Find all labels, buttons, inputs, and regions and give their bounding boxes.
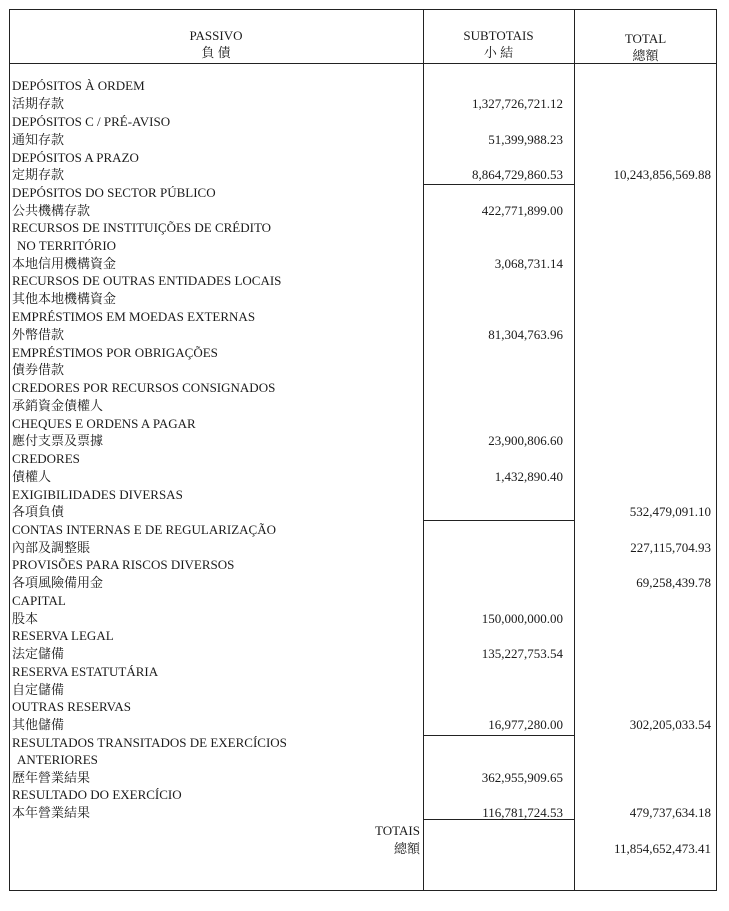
row-label-pt: CREDORES POR RECURSOS CONSIGNADOS [12,380,276,395]
row-label-pt: EXIGIBILIDADES DIVERSAS [12,487,183,502]
row-label-zh: 其他儲備 [12,717,65,732]
row-subtotal: 51,399,988.23 [488,132,563,147]
column-divider [574,9,575,891]
header-total [574,30,717,64]
row-total: 227,115,704.93 [630,540,711,555]
row-subtotal: 16,977,280.00 [488,717,563,732]
row-label-pt: RESULTADO DO EXERCÍCIO [12,787,182,802]
row-label-zh: 自定儲備 [12,682,65,697]
header-total-pt: TOTAL [624,31,667,46]
row-label-pt: DEPÓSITOS À ORDEM [12,78,145,93]
row-label-pt: DEPÓSITOS C / PRÉ-AVISO [12,114,171,129]
table-frame [9,9,717,891]
row-label-pt: PROVISÕES PARA RISCOS DIVERSOS [12,557,235,572]
row-label-pt: OUTRAS RESERVAS [12,699,131,714]
row-label-pt: CAPITAL [12,593,66,608]
row-total: 532,479,091.10 [629,504,711,519]
row-label-zh: 股本 [12,611,39,626]
row-total: 479,737,634.18 [629,805,711,820]
row-label-zh: 債券借款 [12,362,65,377]
row-subtotal: 1,327,726,721.12 [472,96,563,111]
column-divider [423,819,424,891]
row-label-pt: CREDORES [12,451,80,466]
row-label-pt: RECURSOS DE INSTITUIÇÕES DE CRÉDITO [12,220,272,235]
row-label-zh: 應付支票及票據 [12,433,104,448]
row-label-pt: EMPRÉSTIMOS EM MOEDAS EXTERNAS [12,309,256,324]
row-label-zh: 外幣借款 [12,327,65,342]
row-label-zh: 其他本地機構資金 [12,291,117,306]
row-label-zh: 各項負債 [12,504,65,519]
header-subtotais-pt: SUBTOTAIS [463,28,534,43]
row-subtotal: 3,068,731.14 [494,256,563,271]
row-subtotal: 81,304,763.96 [488,327,563,342]
row-label-zh: 定期存款 [12,167,65,182]
row-subtotal: 150,000,000.00 [481,611,563,626]
grand-total: 11,854,652,473.41 [613,841,711,856]
row-label-pt: DEPÓSITOS DO SECTOR PÚBLICO [12,185,216,200]
row-subtotal: 1,432,890.40 [494,469,563,484]
subtotal-rule [423,184,574,185]
row-subtotal: 422,771,899.00 [481,203,563,218]
row-label-pt: RESULTADOS TRANSITADOS DE EXERCÍCIOS [12,735,287,750]
row-label-zh: 本地信用機構資金 [12,256,117,271]
row-total: 10,243,856,569.88 [613,167,711,182]
header-passivo [9,27,423,61]
row-label-zh: 本年營業結果 [12,805,91,820]
row-label-pt: DEPÓSITOS A PRAZO [12,150,139,165]
row-label-pt: EMPRÉSTIMOS POR OBRIGAÇÕES [12,345,218,360]
row-label-zh: 內部及調整賬 [12,540,91,555]
row-subtotal: 116,781,724.53 [482,805,563,820]
row-label-pt: RESERVA LEGAL [12,628,114,643]
totals-label-zh: 總額 [393,841,420,856]
totals-label: TOTAIS [375,823,420,838]
row-label-zh: 歷年營業結果 [12,770,91,785]
column-divider [423,9,424,819]
row-label-pt-continued: ANTERIORES [17,752,98,767]
row-subtotal: 362,955,909.65 [481,770,563,785]
row-label-pt: CONTAS INTERNAS E DE REGULARIZAÇÃO [12,522,277,537]
row-label-zh: 公共機構存款 [12,203,91,218]
header-subtotais [423,27,574,61]
header-passivo-zh: 負 債 [201,45,231,60]
header-passivo-pt: PASSIVO [189,28,243,43]
row-total: 302,205,033.54 [629,717,711,732]
row-label-zh: 通知存款 [12,132,65,147]
row-label-pt-continued: NO TERRITÓRIO [17,238,117,253]
row-label-zh: 法定儲備 [12,646,65,661]
row-subtotal: 23,900,806.60 [488,433,563,448]
row-label-pt: RESERVA ESTATUTÁRIA [12,664,159,679]
row-total: 69,258,439.78 [636,575,711,590]
row-label-zh: 承銷資金債權人 [12,398,104,413]
row-label-pt: RECURSOS DE OUTRAS ENTIDADES LOCAIS [12,273,282,288]
row-label-pt: CHEQUES E ORDENS A PAGAR [12,416,196,431]
row-label-zh: 活期存款 [12,96,65,111]
subtotal-rule [423,520,574,521]
row-subtotal: 8,864,729,860.53 [472,167,563,182]
subtotal-rule [423,735,574,736]
row-subtotal: 135,227,753.54 [481,646,563,661]
row-label-zh: 債權人 [12,469,52,484]
header-total-zh: 總額 [632,48,659,63]
header-subtotais-zh: 小 結 [483,45,514,60]
row-label-zh: 各項風險備用金 [12,575,104,590]
